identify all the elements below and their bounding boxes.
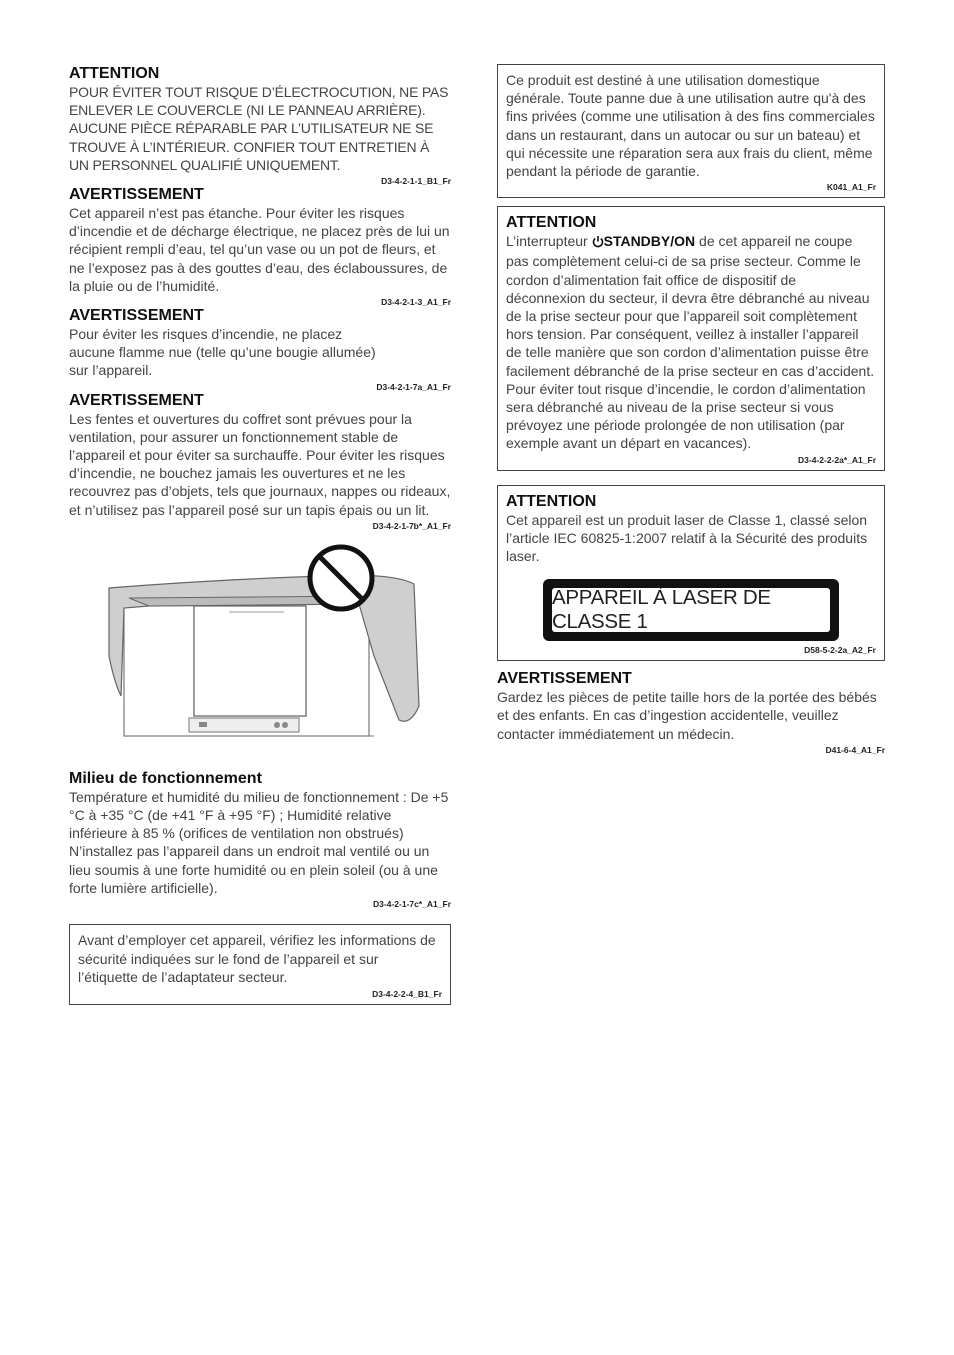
section-body: Cet appareil n’est pas étanche. Pour éviter les risques d’incendie et de décharge électrique, ne placez près de lui un récipient rempli d’eau, tel qu’un vase ou un pot de fleurs, et ne l’exposez pas à des gouttes d’eau, des éclaboussures, de la pluie ou de l’humidité. — [69, 205, 450, 294]
power-standby-icon — [592, 234, 604, 252]
section-heading: ATTENTION — [506, 492, 597, 510]
domestic-use-box — [497, 64, 885, 198]
standby-button-label: STANDBY/ON — [603, 233, 696, 250]
section-body: Les fentes et ouvertures du coffret sont prévues pour la ventilation, pour assurer un fonctionnement stable de l’appareil et pour éviter sa surchauffe. Pour éviter les risques d’incendie, ne bouchez jamais les ouvertures et ne les recouvrez pas d’objets, tels que journaux, nappes ou rideaux, et n’utilisez pas l’appareil posé sur un tapis épais ou un lit. — [69, 410, 451, 518]
warning-ventilation-section — [69, 391, 451, 532]
reference-code: D3-4-2-1-7c*_A1_Fr — [373, 899, 451, 910]
warning-flame-section — [69, 306, 451, 393]
body-prefix: L’interrupteur — [506, 233, 592, 250]
reference-code: D3-4-2-2-2a*_A1_Fr — [798, 454, 876, 465]
section-heading: ATTENTION — [69, 65, 160, 82]
reference-code: D58-5-2-2a_A2_Fr — [804, 645, 876, 656]
section-heading: AVERTISSEMENT — [69, 307, 204, 325]
section-body: Gardez les pièces de petite taille hors de la portée des bébés et des enfants. En cas d’ingestion accidentelle, veuillez contacter immédiatement un médecin. — [497, 689, 877, 742]
reference-code: D3-4-2-1-1_B1_Fr — [381, 176, 451, 187]
section-heading: AVERTISSEMENT — [69, 186, 204, 204]
laser-attention-box — [497, 485, 885, 662]
box-body: Cet appareil est un produit laser de Classe 1, classé selon l’article IEC 60825-1:2007 relatif à la Sécurité des produits laser. — [506, 511, 868, 565]
section-body: POUR ÉVITER TOUT RISQUE D’ÉLECTROCUTION, NE PAS ENLEVER LE COUVERCLE (NI LE PANNEAU ARRIÈRE). AUCUNE PIÈCE RÉPARABLE PAR L’UTILISATEUR NE SE TROUVE À L’INTÉRIEUR. CONFIER TOUT ENTRETIEN À UN PERSONNEL QUALIFIÉ UNIQUEMENT. — [69, 84, 449, 173]
section-heading: AVERTISSEMENT — [497, 670, 632, 688]
laser-class-label — [543, 579, 839, 641]
reference-code: D3-4-2-2-4_B1_Fr — [372, 988, 442, 999]
covered-device-illustration — [69, 536, 451, 758]
standby-attention-box — [497, 206, 885, 470]
section-heading: Milieu de fonctionnement — [69, 769, 262, 787]
laser-class-label-text: APPAREIL À LASER DE CLASSE 1 — [552, 588, 830, 632]
reference-code: D3-4-2-1-3_A1_Fr — [381, 297, 451, 308]
right-column — [497, 64, 885, 756]
section-body: Température et humidité du milieu de fonctionnement : De +5 °C à +35 °C (de +41 °F à +95 °F) ; Humidité relative inférieure à 85 % (orifices de ventilation non obstrués) — [69, 788, 449, 842]
box-body — [506, 232, 876, 452]
reference-code: D41-6-4_A1_Fr — [825, 744, 885, 755]
reference-code: D3-4-2-1-7b*_A1_Fr — [372, 520, 451, 531]
box-body: Avant d’employer cet appareil, vérifiez les informations de sécurité indiquées sur le fond de l’appareil et sur l’étiquette de l’adaptateur secteur. — [78, 932, 436, 986]
reference-code: D3-4-2-1-7a_A1_Fr — [376, 381, 451, 392]
left-column — [69, 62, 451, 1005]
warning-small-parts-section — [497, 669, 885, 756]
safety-info-box — [69, 924, 451, 1005]
box-body: Ce produit est destiné à une utilisation domestique générale. Toute panne due à une utilisation autre qu'à des fins privées (comme une utilisation à des fins commerciales dans un restaurant, dans un autocar ou sur un bateau) et qui nécessite une réparation sera aux frais du client, même pendant la période de garantie. — [506, 72, 875, 180]
section-body: N’installez pas l’appareil dans un endroit mal ventilé ou un lieu soumis à une forte humidité ou en plein soleil (ou à une forte lumière artificielle). — [69, 843, 438, 896]
operating-environment-section — [69, 769, 451, 910]
section-heading: AVERTISSEMENT — [69, 391, 204, 409]
body-rest: de cet appareil ne coupe pas complètement celui-ci de sa prise secteur. Comme le cordon d’alimentation fait office de dispositif de déconnexion du secteur, il devra être débranché au niveau de la prise secteur pour que l’appareil soit complètement hors tension. Par conséquent, veillez à installer l’appareil de telle manière que son cordon d’alimentation puisse être facilement débranché de la prise secteur en cas d’accident. Pour éviter tout risque d’incendie, le cordon d’alimentation sera débranché au niveau de la prise secteur si vous prévoyez une période prolongée de non utilisation (par exemple avant un départ en vacances). — [506, 233, 875, 452]
section-body: Pour éviter les risques d’incendie, ne placez aucune flamme nue (telle qu’une bougie allumée) sur l’appareil. — [69, 326, 376, 379]
section-heading: ATTENTION — [506, 214, 597, 232]
reference-code: K041_A1_Fr — [826, 182, 876, 193]
warning-water-section — [69, 185, 451, 308]
prohibition-icon — [310, 547, 372, 609]
attention-electrocution-section — [69, 64, 451, 187]
